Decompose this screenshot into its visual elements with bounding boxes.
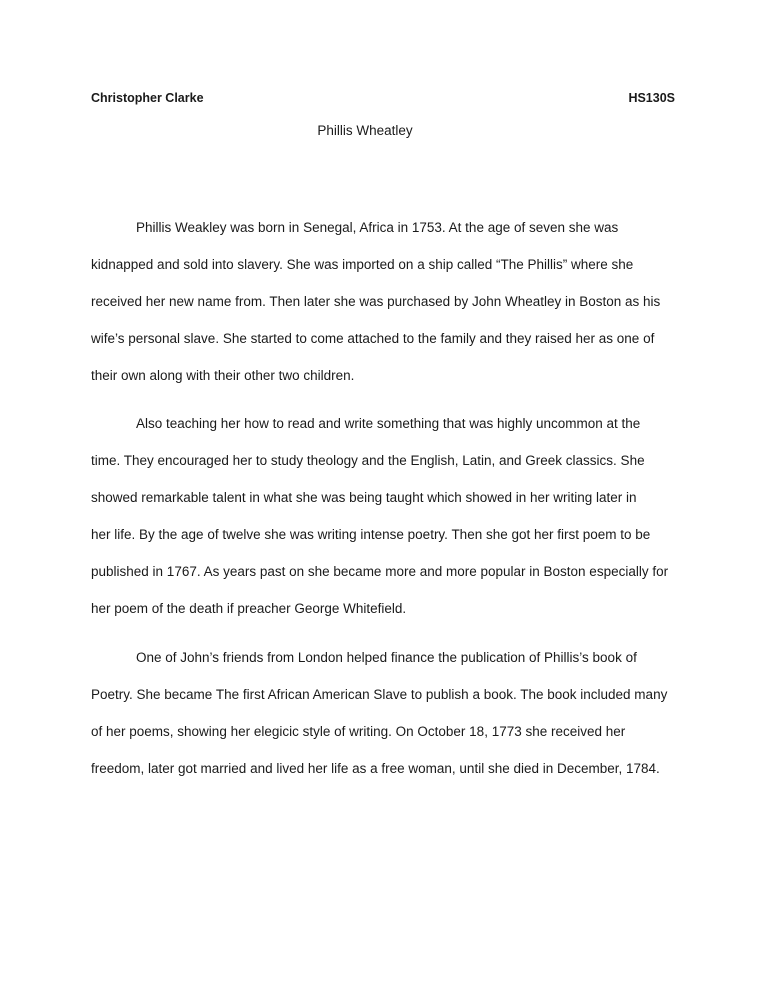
paragraph-line: received her new name from. Then later she was purchased by John Wheatley in Boston as his [91, 294, 661, 309]
paragraph-line: wife’s personal slave. She started to come attached to the family and they raised her as one of [91, 331, 655, 346]
paragraph-line: kidnapped and sold into slavery. She was imported on a ship called “The Phillis” where she [91, 257, 634, 272]
paragraph-line: freedom, later got married and lived her life as a free woman, until she died in December, 1784. [91, 761, 660, 776]
paragraph-line: Phillis Weakley was born in Senegal, Africa in 1753. At the age of seven she was [136, 220, 619, 235]
paragraph-line: her life. By the age of twelve she was writing intense poetry. Then she got her first poem to be [91, 527, 651, 542]
paragraph-line: her poem of the death if preacher George Whitefield. [91, 601, 407, 616]
paragraph-line: time. They encouraged her to study theology and the English, Latin, and Greek classics. She [91, 453, 645, 468]
author-name: Christopher Clarke [91, 91, 204, 105]
paragraph-line: of her poems, showing her elegicic style of writing. On October 18, 1773 she received her [91, 724, 626, 739]
paragraph-line: their own along with their other two children. [91, 368, 355, 383]
paragraph-line: One of John’s friends from London helped finance the publication of Phillis’s book of [136, 650, 637, 665]
page-header [91, 91, 675, 109]
course-code: HS130S [628, 91, 675, 105]
paragraph-line: Also teaching her how to read and write something that was highly uncommon at the [136, 416, 641, 431]
document-title: Phillis Wheatley [317, 123, 413, 138]
paragraph-line: published in 1767. As years past on she became more and more popular in Boston especially for [91, 564, 669, 579]
paragraph-line: showed remarkable talent in what she was being taught which showed in her writing later in [91, 490, 637, 505]
paragraph-line: Poetry. She became The first African American Slave to publish a book. The book included many [91, 687, 668, 702]
